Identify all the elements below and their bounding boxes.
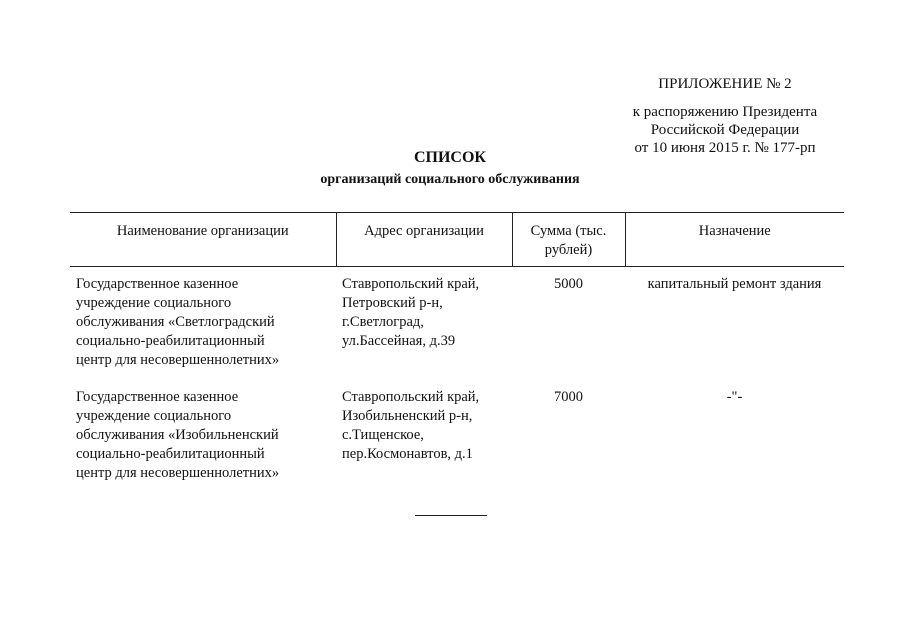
header-address: Адрес организации xyxy=(336,213,512,267)
org-name-line: центр для несовершеннолетних» xyxy=(76,465,280,481)
org-address-line: ул.Бассейная, д.39 xyxy=(342,333,456,349)
org-name-line: обслуживания «Светлоградский xyxy=(76,314,275,330)
document-subtitle: организаций социального обслуживания xyxy=(320,172,580,187)
org-name-line: учреждение социального xyxy=(76,408,232,424)
appendix-title: ПРИЛОЖЕНИЕ № 2 xyxy=(658,76,792,92)
org-name-line: центр для несовершеннолетних» xyxy=(76,352,280,368)
org-name-line: социально-реабилитационный xyxy=(76,446,265,462)
org-amount: 7000 xyxy=(554,389,583,405)
org-amount: 5000 xyxy=(554,276,583,292)
end-divider xyxy=(415,515,487,516)
org-purpose: -"- xyxy=(726,389,743,405)
org-name-line: Государственное казенное xyxy=(76,389,239,405)
org-address-line: с.Тищенское, xyxy=(342,427,424,443)
org-name-cell xyxy=(70,370,336,483)
org-name-cell xyxy=(70,267,336,371)
org-address-line: Ставропольский край, xyxy=(342,276,480,292)
org-address-cell xyxy=(336,267,512,371)
org-name-line: учреждение социального xyxy=(76,295,232,311)
appendix-line: Российской Федерации xyxy=(650,122,800,138)
org-address-cell xyxy=(336,370,512,483)
organizations-table xyxy=(70,212,844,483)
org-purpose: капитальный ремонт здания xyxy=(647,276,822,292)
table-row xyxy=(70,370,844,483)
document-title: СПИСОК xyxy=(413,149,487,166)
org-address-line: г.Светлоград, xyxy=(342,314,424,330)
org-address-line: Петровский р-н, xyxy=(342,295,443,311)
appendix-line: от 10 июня 2015 г. № 177-рп xyxy=(634,140,816,156)
org-name-line: Государственное казенное xyxy=(76,276,239,292)
header-amount: Сумма (тыс. рублей) xyxy=(512,213,625,267)
table-header-row xyxy=(70,213,844,267)
appendix-line: к распоряжению Президента xyxy=(632,104,818,120)
header-purpose: Назначение xyxy=(625,213,844,267)
org-address-line: Изобильненский р-н, xyxy=(342,408,473,424)
org-address-line: пер.Космонавтов, д.1 xyxy=(342,446,473,462)
org-address-line: Ставропольский край, xyxy=(342,389,480,405)
org-name-line: социально-реабилитационный xyxy=(76,333,265,349)
table-row xyxy=(70,267,844,371)
header-name: Наименование организации xyxy=(70,213,336,267)
org-name-line: обслуживания «Изобильненский xyxy=(76,427,279,443)
